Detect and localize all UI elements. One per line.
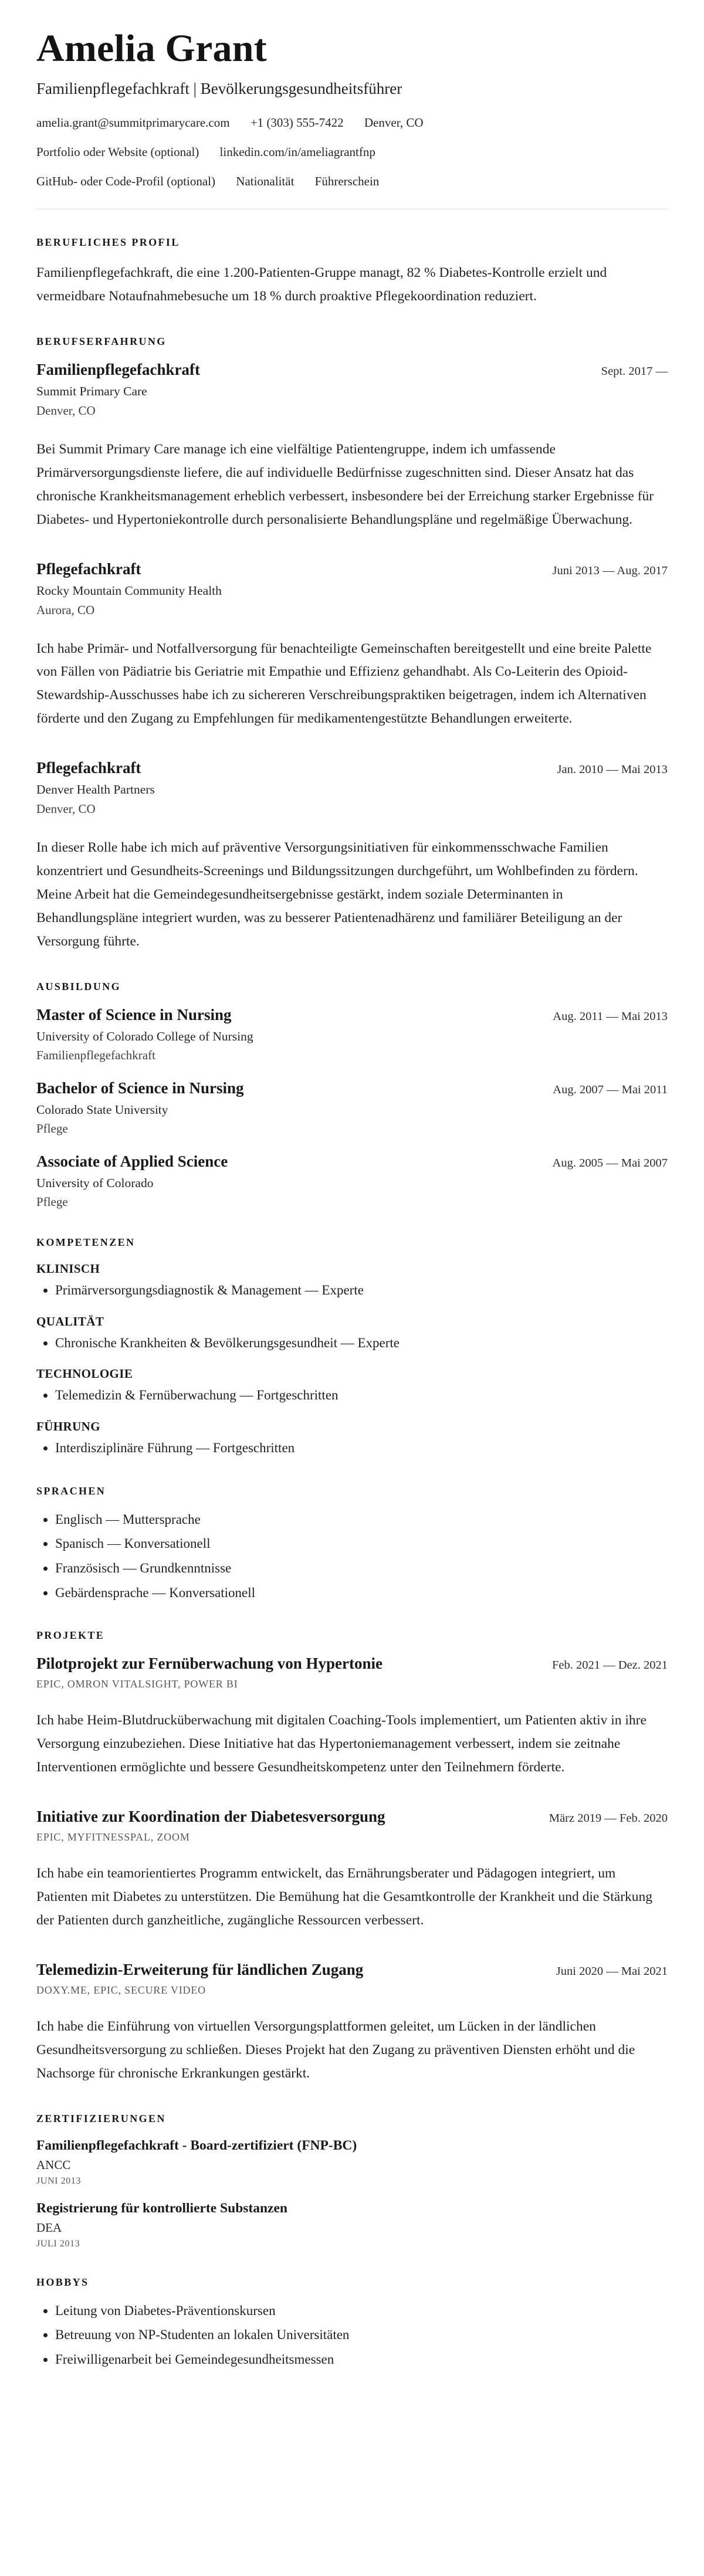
section-languages bbox=[36, 1485, 668, 1603]
section-heading-languages: SPRACHEN bbox=[36, 1484, 106, 1497]
contact-website-placeholder: Portfolio oder Website (optional) bbox=[36, 144, 199, 159]
hobby-item: • Leitung von Diabetes-Präventionskursen bbox=[55, 2302, 668, 2321]
hobby-list bbox=[36, 2302, 668, 2370]
competency-group-label: QUALITÄT bbox=[36, 1314, 104, 1328]
job-entry bbox=[36, 560, 668, 731]
section-heading-hobbies: HOBBYS bbox=[36, 2276, 89, 2288]
project-entry bbox=[36, 1808, 668, 1933]
education-dates: Aug. 2005 — Mai 2007 bbox=[552, 1156, 668, 1170]
competency-list bbox=[36, 1334, 668, 1353]
job-company: Summit Primary Care bbox=[36, 384, 147, 398]
section-heading-projects: PROJEKTE bbox=[36, 1629, 105, 1642]
project-tools: EPIC, MYFITNESSPAL, ZOOM bbox=[36, 1831, 190, 1843]
job-dates: Sept. 2017 — bbox=[601, 364, 668, 378]
certification-title: Registrierung für kontrollierte Substanzen bbox=[36, 2200, 287, 2216]
job-header bbox=[36, 560, 668, 578]
section-heading-certifications: ZERTIFIZIERUNGEN bbox=[36, 2112, 166, 2124]
section-heading-education: AUSBILDUNG bbox=[36, 980, 121, 992]
project-description: Ich habe Heim-Blutdrucküberwachung mit digitalen Coaching-Tools implementiert, um Patienten aktiv in ihre Versorgung einzubeziehen. Diese Initiative hat das Hypertoniemanagement verbessert, indem sie zeitnahe Interventionen ermöglichte und bessere Gesundheitskompetenz unter den Teilnehmern förderte. bbox=[36, 1713, 647, 1775]
language-item: • Englisch — Muttersprache bbox=[55, 1510, 668, 1530]
competency-item: • Interdisziplinäre Führung — Fortgeschritten bbox=[55, 1439, 668, 1458]
certification-title: Familienpflegefachkraft - Board-zertifiziert (FNP-BC) bbox=[36, 2137, 357, 2153]
certification-entry bbox=[36, 2201, 668, 2249]
project-title: Telemedizin-Erweiterung für ländlichen Zugang bbox=[36, 1960, 364, 1978]
education-dates: Aug. 2007 — Mai 2011 bbox=[553, 1083, 668, 1096]
competency-list bbox=[36, 1386, 668, 1405]
school-name: University of Colorado College of Nursing bbox=[36, 1029, 253, 1043]
field-of-study: Pflege bbox=[36, 1194, 68, 1209]
education-header bbox=[36, 1079, 668, 1097]
education-header bbox=[36, 1153, 668, 1171]
competency-item: • Primärversorgungsdiagnostik & Management — Experte bbox=[55, 1281, 668, 1300]
job-description: Bei Summit Primary Care manage ich eine vielfältige Patientengruppe, indem ich umfassende Primärversorgungsdienste liefere, die auf individuelle Bedürfnisse zugeschnitten sind. Dieser Ansatz hat das chronische Krankheitsmanagement erheblich verbessert, insbesondere bei der Erreichung starker Ergebnisse für Diabetes- und Hypertoniekontrolle durch personalisierte Behandlungspläne und regelmäßige Überwachung. bbox=[36, 441, 654, 527]
competency-group bbox=[36, 1367, 668, 1405]
competency-group bbox=[36, 1262, 668, 1300]
project-header bbox=[36, 1808, 668, 1826]
degree-title: Bachelor of Science in Nursing bbox=[36, 1079, 244, 1097]
education-entry bbox=[36, 1079, 668, 1136]
job-dates: Jan. 2010 — Mai 2013 bbox=[557, 763, 668, 777]
field-of-study: Pflege bbox=[36, 1121, 68, 1136]
competency-list bbox=[36, 1439, 668, 1458]
project-title: Initiative zur Koordination der Diabetesversorgung bbox=[36, 1808, 385, 1826]
education-header bbox=[36, 1006, 668, 1024]
job-entry bbox=[36, 361, 668, 532]
certification-issuer: DEA bbox=[36, 2220, 62, 2235]
project-description: Ich habe ein teamorientiertes Programm entwickelt, das Ernährungsberater und Pädagogen integriert, um Patienten mit Diabetes zu unterstützen. Die Bemühung hat die Gesamtkontrolle der Krankheit und die Stärkung der Patienten durch ganzheitliche, zugängliche Ressourcen verbessert. bbox=[36, 1866, 653, 1928]
contact-row-3 bbox=[36, 173, 668, 190]
job-title: Pflegefachkraft bbox=[36, 759, 141, 777]
certification-date: JUNI 2013 bbox=[36, 2175, 82, 2186]
education-entry bbox=[36, 1153, 668, 1209]
language-item: • Spanisch — Konversationell bbox=[55, 1534, 668, 1554]
job-location: Denver, CO bbox=[36, 802, 96, 816]
section-hobbies bbox=[36, 2276, 668, 2370]
profile-summary: Familienpflegefachkraft, die eine 1.200-Patienten-Gruppe managt, 82 % Diabetes-Kontrolle erzielt und vermeidbare Notaufnahmebesuche um 18 % durch proaktive Pflegekoordination reduziert. bbox=[36, 265, 607, 304]
project-entry bbox=[36, 1655, 668, 1780]
language-item: • Französisch — Grundkenntnisse bbox=[55, 1559, 668, 1578]
competency-group-label: KLINISCH bbox=[36, 1261, 100, 1276]
hobby-item: • Freiwilligenarbeit bei Gemeindegesundheitsmessen bbox=[55, 2350, 668, 2370]
job-header bbox=[36, 361, 668, 379]
job-location: Aurora, CO bbox=[36, 602, 95, 617]
project-dates: März 2019 — Feb. 2020 bbox=[549, 1812, 668, 1825]
contact-location: Denver, CO bbox=[364, 116, 424, 130]
section-profile bbox=[36, 236, 668, 309]
education-entry bbox=[36, 1006, 668, 1063]
section-experience bbox=[36, 335, 668, 954]
project-entry bbox=[36, 1961, 668, 2086]
language-list bbox=[36, 1510, 668, 1603]
person-name: Amelia Grant bbox=[36, 27, 267, 70]
certification-date: JULI 2013 bbox=[36, 2238, 80, 2249]
project-dates: Juni 2020 — Mai 2021 bbox=[556, 1964, 668, 1978]
competency-group bbox=[36, 1314, 668, 1353]
section-education bbox=[36, 981, 668, 1209]
job-description: In dieser Rolle habe ich mich auf präventive Versorgungsinitiativen für einkommensschwache Familien konzentriert und Gesundheits-Screenings und Bildungssitzungen durchgeführt, um Wohlbefinden zu fördern. Meine Arbeit hat die Gemeindegesundheitsergebnisse gestärkt, indem soziale Determinanten in Behandlungspläne integriert wurden, was zu besserer Patientenadhärenz und familiärer Beteiligung an der Versorgung führte. bbox=[36, 840, 638, 950]
section-heading-competencies: KOMPETENZEN bbox=[36, 1236, 136, 1248]
job-title: Familienpflegefachkraft bbox=[36, 360, 200, 378]
job-title: Pflegefachkraft bbox=[36, 560, 141, 578]
contact-github-placeholder: GitHub- oder Code-Profil (optional) bbox=[36, 174, 216, 188]
hobby-item: • Betreuung von NP-Studenten an lokalen Universitäten bbox=[55, 2326, 668, 2345]
project-dates: Feb. 2021 — Dez. 2021 bbox=[551, 1659, 668, 1672]
project-header bbox=[36, 1655, 668, 1673]
section-certifications bbox=[36, 2113, 668, 2249]
education-dates: Aug. 2011 — Mai 2013 bbox=[553, 1009, 668, 1023]
competency-item: • Chronische Krankheiten & Bevölkerungsgesundheit — Experte bbox=[55, 1334, 668, 1353]
contact-phone: +1 (303) 555-7422 bbox=[250, 116, 344, 130]
contact-nationality-placeholder: Nationalität bbox=[236, 174, 295, 188]
school-name: University of Colorado bbox=[36, 1175, 154, 1190]
contact-email: amelia.grant@summitprimarycare.com bbox=[36, 116, 230, 130]
degree-title: Associate of Applied Science bbox=[36, 1152, 228, 1170]
competency-item: • Telemedizin & Fernüberwachung — Fortgeschritten bbox=[55, 1386, 668, 1405]
person-headline: Familienpflegefachkraft | Bevölkerungsgesundheitsführer bbox=[36, 79, 402, 97]
job-header bbox=[36, 759, 668, 777]
section-competencies bbox=[36, 1236, 668, 1458]
section-heading-profile: BERUFLICHES PROFIL bbox=[36, 236, 180, 248]
section-heading-experience: BERUFSERFAHRUNG bbox=[36, 335, 167, 347]
project-header bbox=[36, 1961, 668, 1979]
project-tools: DOXY.ME, EPIC, SECURE VIDEO bbox=[36, 1984, 206, 1996]
degree-title: Master of Science in Nursing bbox=[36, 1005, 232, 1023]
job-dates: Juni 2013 — Aug. 2017 bbox=[552, 564, 668, 577]
project-description: Ich habe die Einführung von virtuellen Versorgungsplattformen geleitet, um Lücken in der ländlichen Gesundheitsversorgung zu schließen. Dieses Projekt hat den Zugang zu präventiven Diensten erhöht und die Nachsorge für chronische Erkrankungen gestärkt. bbox=[36, 2018, 635, 2081]
competency-group bbox=[36, 1419, 668, 1458]
competency-group-label: FÜHRUNG bbox=[36, 1419, 100, 1433]
job-company: Rocky Mountain Community Health bbox=[36, 583, 222, 598]
job-description: Ich habe Primär- und Notfallversorgung für benachteiligte Gemeinschaften bereitgestellt und eine breite Palette von Fällen von Pädiatrie bis Geriatrie mit Empathie und Effizienz gehandhabt. Als Co-Leiterin des Opioid-Stewardship-Ausschusses habe ich zu sichereren Verschreibungspraktiken beigetragen, indem ich Alternativen förderte und den Zugang zu Empfehlungen für medikamentengestützte Behandlungen erweiterte. bbox=[36, 640, 652, 727]
resume-header bbox=[36, 27, 668, 190]
contact-row-1 bbox=[36, 114, 668, 131]
certification-entry bbox=[36, 2138, 668, 2187]
project-tools: EPIC, OMRON VITALSIGHT, POWER BI bbox=[36, 1678, 238, 1690]
contact-linkedin: linkedin.com/in/ameliagrantfnp bbox=[219, 144, 375, 159]
competency-list bbox=[36, 1281, 668, 1300]
school-name: Colorado State University bbox=[36, 1102, 168, 1117]
field-of-study: Familienpflegefachkraft bbox=[36, 1048, 155, 1062]
section-projects bbox=[36, 1629, 668, 2085]
job-entry bbox=[36, 759, 668, 954]
job-company: Denver Health Partners bbox=[36, 782, 155, 797]
contact-row-2 bbox=[36, 144, 668, 161]
project-title: Pilotprojekt zur Fernüberwachung von Hypertonie bbox=[36, 1655, 383, 1673]
competency-group-label: TECHNOLOGIE bbox=[36, 1367, 133, 1381]
job-location: Denver, CO bbox=[36, 403, 96, 418]
certification-issuer: ANCC bbox=[36, 2157, 71, 2172]
language-item: • Gebärdensprache — Konversationell bbox=[55, 1584, 668, 1603]
contact-license-placeholder: Führerschein bbox=[314, 174, 380, 188]
